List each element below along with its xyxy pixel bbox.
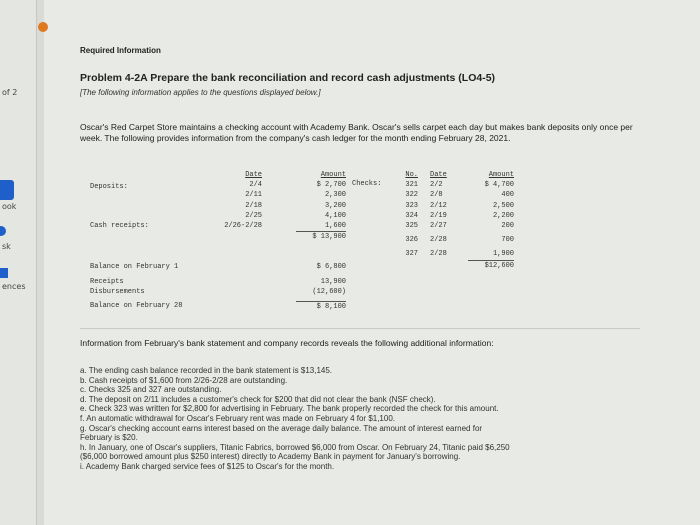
check-date: 2/2	[430, 181, 443, 190]
check-amount: 200	[501, 222, 514, 231]
deposit-amount: $ 2,700	[316, 181, 346, 190]
deposit-amount-column	[296, 170, 346, 242]
check-date: 2/27	[430, 222, 447, 231]
deposit-amount: 3,200	[324, 201, 346, 210]
check-amount: 2,200	[492, 211, 514, 220]
cash-receipts-label: Cash receipts:	[90, 222, 149, 230]
list-item: c. Checks 325 and 327 are outstanding.	[80, 385, 222, 395]
check-number: 324	[405, 211, 418, 220]
deposit-total: $ 13,900	[296, 231, 346, 242]
disbursements-label: Disbursements	[90, 288, 145, 297]
receipts-label: Receipts	[90, 278, 124, 287]
nav-marker[interactable]	[0, 180, 14, 200]
checks-label: Checks:	[352, 180, 382, 188]
check-amount: 2,500	[492, 201, 514, 210]
check-total: $12,600	[468, 260, 514, 271]
date-header: Date	[245, 171, 262, 179]
additional-info-list	[80, 366, 640, 472]
ebook-label[interactable]: ook	[2, 202, 17, 211]
check-date: 2/8	[430, 191, 443, 200]
references-label[interactable]: ences	[2, 282, 26, 291]
check-amount: 1,900	[492, 250, 514, 259]
check-date: 2/19	[430, 211, 447, 220]
deposit-date: 2/4	[249, 181, 262, 190]
additional-info-heading: Information from February's bank statement and company records reveals the following additional information:	[80, 338, 494, 348]
check-date-column	[430, 170, 460, 260]
status-dot	[38, 22, 48, 32]
balance-feb1-label: Balance on February 1	[90, 263, 179, 271]
check-number-column	[396, 170, 418, 260]
number-header: No.	[405, 171, 418, 179]
check-amount: 700	[501, 236, 514, 245]
check-amount: 400	[501, 191, 514, 200]
page-count-label: of 2	[2, 88, 18, 97]
required-info-heading: Required Information	[80, 46, 161, 55]
list-item: d. The deposit on 2/11 includes a customer's check for $200 that did not clear the bank (NSF check).	[80, 394, 436, 404]
list-item: b. Cash receipts of $1,600 from 2/26-2/28 are outstanding.	[80, 375, 288, 385]
list-item: h. In January, one of Oscar's suppliers, Titanic Fabrics, borrowed $6,000 from Oscar. On February 24, Titanic paid $6,250	[80, 442, 510, 452]
receipts-value: 13,900	[320, 278, 346, 287]
list-item: ($6,000 borrowed amount plus $250 interest) directly to Academy Bank in payment for January's borrowing.	[80, 452, 461, 462]
balance-labels	[90, 262, 182, 311]
check-number: 321	[405, 181, 418, 190]
check-number: 322	[405, 191, 418, 200]
deposit-amount: 4,100	[324, 211, 346, 220]
deposit-amount: 2,300	[324, 191, 346, 200]
check-number: 323	[405, 201, 418, 210]
left-navigation-strip	[0, 0, 37, 525]
applies-note: [The following information applies to the questions displayed below.]	[80, 88, 321, 97]
deposit-date: 2/25	[245, 211, 262, 220]
intro-paragraph: Oscar's Red Carpet Store maintains a checking account with Academy Bank. Oscar's sells carpet each day but makes bank deposits only once per week. The following provides information from the company's cash ledger for the month ending February 28, 2021.	[80, 122, 633, 143]
check-number: 327	[405, 250, 418, 259]
check-date: 2/28	[430, 236, 447, 245]
deposit-date: 2/26-2/28	[224, 222, 262, 231]
balance-feb28: $ 8,100	[296, 301, 346, 312]
cash-ledger	[80, 166, 640, 314]
check-date: 2/28	[430, 250, 447, 259]
deposit-date-column	[220, 170, 262, 231]
check-date-header: Date	[430, 171, 447, 179]
divider	[80, 328, 640, 329]
amount-header: Amount	[320, 171, 346, 179]
balance-feb1: $ 6,800	[316, 263, 346, 271]
list-item: f. An automatic withdrawal for Oscar's February rent was made on February 4 for $1,100.	[80, 413, 396, 423]
balance-values	[296, 262, 346, 312]
list-item: a. The ending cash balance recorded in the bank statement is $13,145.	[80, 366, 333, 375]
ask-label[interactable]: sk	[2, 242, 11, 251]
check-amount: $ 4,700	[484, 181, 514, 190]
list-item: g. Oscar's checking account earns interest based on the average daily balance. The amount of interest earned for	[80, 423, 483, 433]
check-number: 326	[405, 236, 418, 245]
deposit-date: 2/11	[245, 191, 262, 200]
balance-feb28-label: Balance on February 28	[90, 301, 183, 310]
check-date: 2/12	[430, 201, 447, 210]
deposits-label: Deposits:	[90, 183, 128, 191]
check-amount-column	[468, 170, 514, 271]
deposit-date: 2/18	[245, 201, 262, 210]
disbursements-value: (12,600)	[312, 288, 346, 297]
nav-marker-small	[0, 268, 8, 278]
problem-title: Problem 4-2A Prepare the bank reconciliation and record cash adjustments (LO4-5)	[80, 72, 496, 84]
nav-dot	[0, 226, 6, 236]
list-item: e. Check 323 was written for $2,800 for advertising in February. The bank properly recorded the check for this amount.	[80, 404, 499, 414]
deposit-amount: 1,600	[324, 222, 346, 231]
list-item: February is $20.	[80, 433, 138, 443]
list-item: i. Academy Bank charged service fees of $125 to Oscar's for the month.	[80, 461, 335, 471]
check-number: 325	[405, 222, 418, 231]
check-amount-header: Amount	[488, 171, 514, 179]
